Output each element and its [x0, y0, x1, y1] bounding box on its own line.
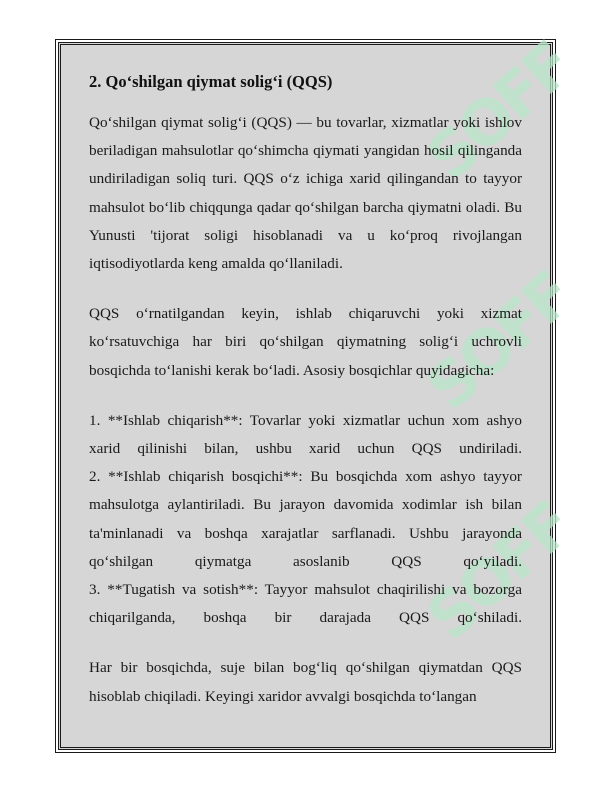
document-page — [58, 28, 586, 750]
watermark-text: SOFF — [412, 258, 586, 425]
document-content — [89, 71, 522, 733]
list-item: 2. **Ishlab chiqarish bosqichi**: Bu bosqichda xom ashyo tayyor mahsulotga aylantiriladi. Bu jarayon davomida xodimlar ish bilan ta'minlanadi va boshqa xarajatlar sarflanadi. Ushbu jarayonda qo‘shilgan qiymatga asoslanib QQS qo‘yiladi. — [89, 468, 522, 570]
section-heading: 2. Qo‘shilgan qiymat solig‘i (QQS) — [89, 72, 333, 91]
list-item: 1. **Ishlab chiqarish**: Tovarlar yoki xizmatlar uchun xom ashyo xarid qilinishi bilan, ushbu xarid uchun QQS undiriladi. — [89, 411, 522, 458]
paragraph-stages: QQS o‘rnatilgandan keyin, ishlab chiqaruvchi yoki xizmat ko‘rsatuvchiga har biri qo‘shilgan qiymatning solig‘i uchrovli bosqichda to‘lanishi kerak bo‘ladi. Asosiy bosqichlar quyidagicha: — [89, 305, 522, 379]
list-item: 3. **Tugatish va sotish**: Tayyor mahsulot chaqirilishi va bozorga chiqarilganda, boshqa bir darajada QQS qo‘shiladi. — [89, 581, 522, 627]
watermark-text: SOFF — [412, 488, 586, 655]
stage-list — [89, 407, 522, 633]
watermark-text: SOFF — [412, 28, 586, 195]
paragraph-intro: Qo‘shilgan qiymat solig‘i (QQS) — bu tovarlar, xizmatlar yoki ishlov beriladigan mahsulotlar qo‘shimcha qiymati yangidan hosil qilinganda undiriladigan soliq turi. QQS o‘z ichiga xarid qilingandan to tayyor mahsulot bo‘lib chiqqunga qadar qo‘shilgan barcha qiymatni oladi. Bu Yunusti 'tijorat soligi hisoblanadi va u ko‘proq rivojlangan iqtisodiyotlarda keng amalda qo‘llaniladi. — [89, 114, 522, 273]
paragraph-closing: Har bir bosqichda, suje bilan bog‘liq qo‘shilgan qiymatdan QQS hisoblab chiqiladi. Keyingi xaridor avvalgi bosqichda to‘langan — [89, 659, 522, 705]
